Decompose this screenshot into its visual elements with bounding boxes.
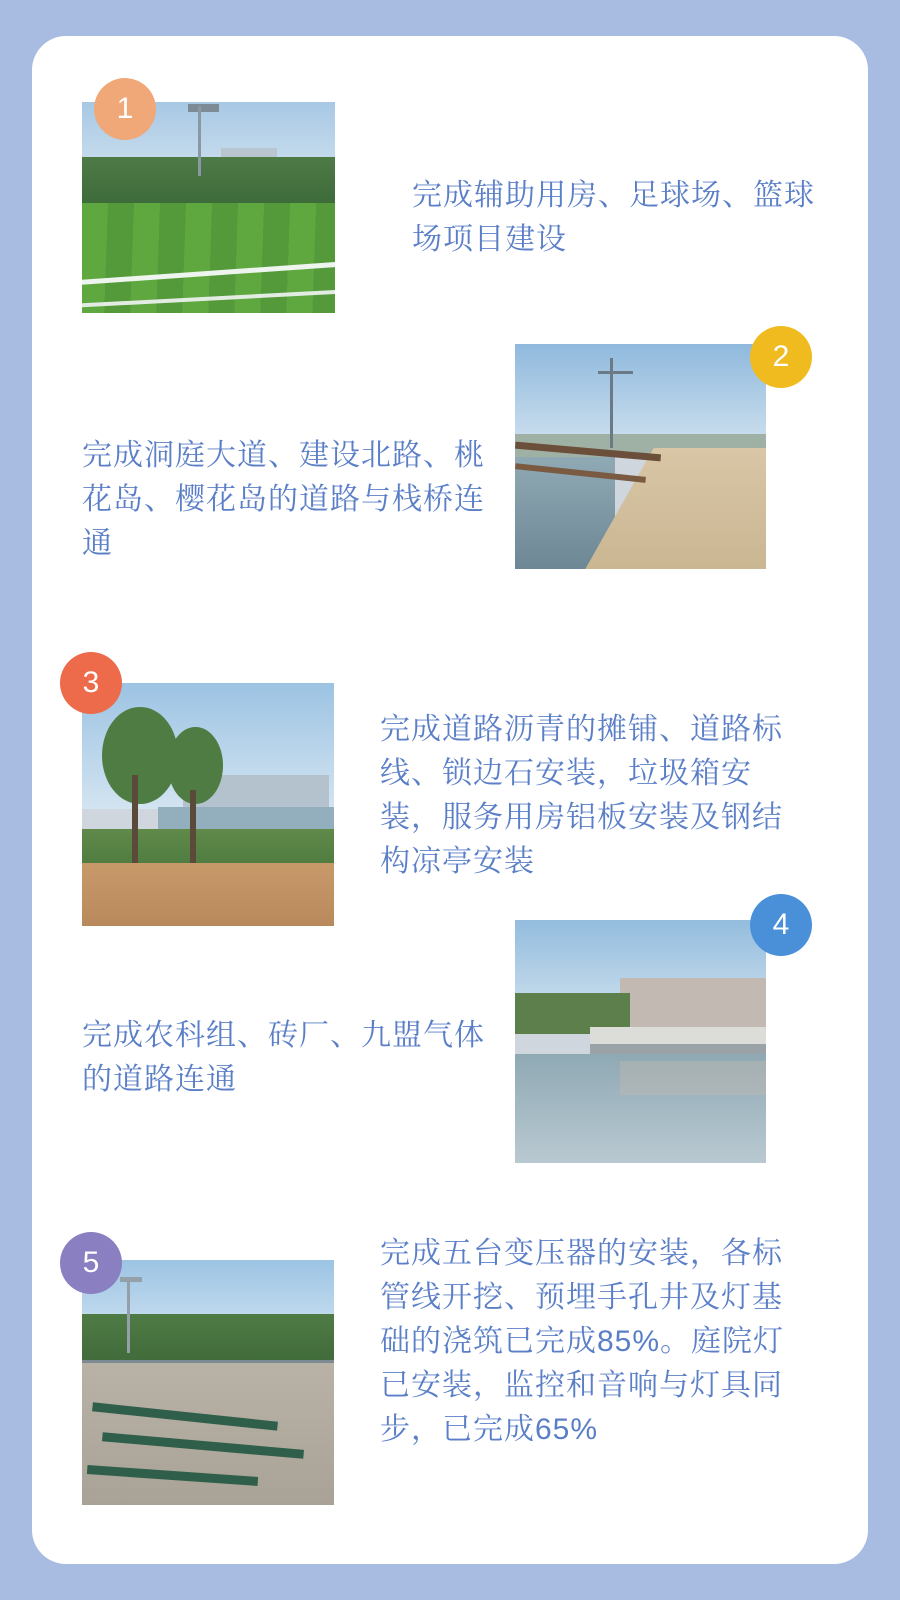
item-number-badge: 4 xyxy=(750,894,812,956)
item-caption: 完成辅助用房、足球场、篮球场项目建设 xyxy=(412,179,815,256)
park-road-photo xyxy=(82,683,334,926)
content-card xyxy=(32,36,868,1564)
dirt-road-region xyxy=(82,863,334,926)
boardwalk-photo xyxy=(515,344,766,569)
treeline-region xyxy=(82,1314,334,1363)
floodlight-pole xyxy=(198,106,201,176)
item-caption: 完成洞庭大道、建设北路、桃花岛、樱花岛的道路与栈桥连通 xyxy=(82,439,485,560)
tree-trunk xyxy=(132,775,138,862)
treeline-region xyxy=(82,157,335,203)
item-number-badge: 1 xyxy=(94,78,156,140)
sky-region xyxy=(515,344,766,448)
construction-site-photo xyxy=(82,1260,334,1505)
tree-trunk xyxy=(190,790,196,863)
pylon xyxy=(610,358,613,448)
city-skyline-region xyxy=(620,978,766,1031)
item-caption: 完成农科组、砖厂、九盟气体的道路连通 xyxy=(82,1019,485,1096)
light-pole xyxy=(127,1280,130,1354)
item-caption: 完成道路沥青的摊铺、道路标线、锁边石安装，垃圾箱安装，服务用房铝板安装及钢结构凉亭安装 xyxy=(380,713,783,878)
floodlight-head xyxy=(188,104,218,112)
bridge-underside xyxy=(590,1044,766,1054)
pylon-crossbar xyxy=(598,371,633,374)
light-pole-head xyxy=(120,1277,143,1282)
item-number-badge: 3 xyxy=(60,652,122,714)
lake-bridge-photo xyxy=(515,920,766,1163)
water-reflection xyxy=(620,1061,766,1095)
item-number-badge: 2 xyxy=(750,326,812,388)
item-number-badge: 5 xyxy=(60,1232,122,1294)
item-caption: 完成五台变压器的安装，各标管线开挖、预埋手孔井及灯基础的浇筑已完成85%。庭院灯已安装，监控和音响与灯具同步，已完成65% xyxy=(380,1237,785,1446)
bridge-deck xyxy=(590,1027,766,1044)
tree-crown xyxy=(102,707,178,804)
